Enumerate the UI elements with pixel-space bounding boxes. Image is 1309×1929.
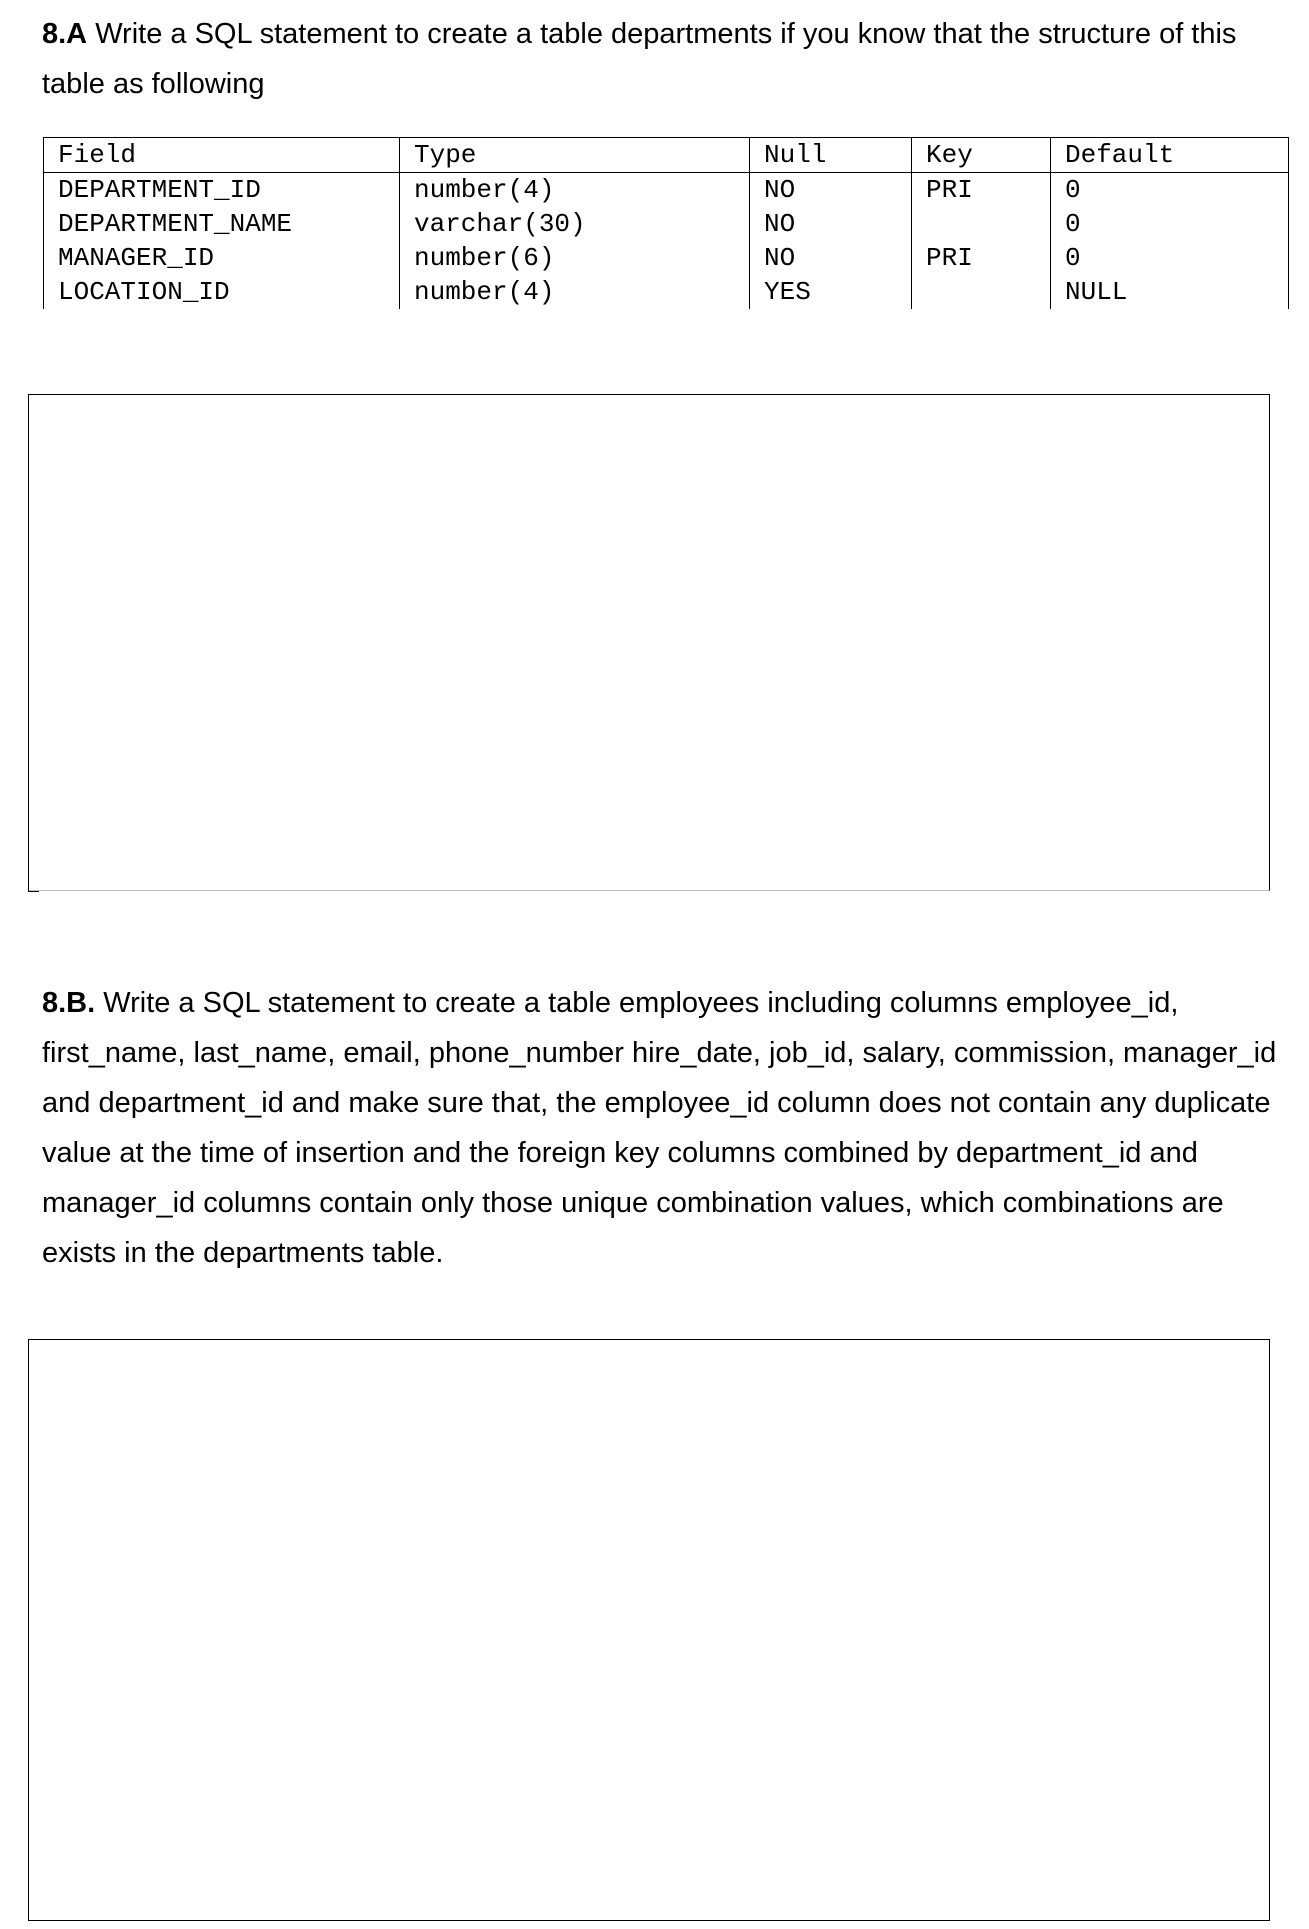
question-8a — [42, 9, 1272, 109]
cell-field: DEPARTMENT_ID — [44, 173, 400, 208]
cell-null: NO — [750, 173, 912, 208]
cell-null: NO — [750, 241, 912, 275]
question-8a-text: Write a SQL statement to create a table departments if you know that the structure of this table as following — [42, 18, 1237, 100]
cell-key: PRI — [912, 241, 1051, 275]
table-header-row — [44, 138, 1289, 173]
cell-key — [912, 275, 1051, 309]
answer-box-8b[interactable] — [28, 1339, 1270, 1921]
column-header-key: Key — [912, 138, 1051, 173]
table-row — [44, 275, 1289, 309]
cell-default: 0 — [1051, 207, 1289, 241]
table-row — [44, 173, 1289, 208]
table-row — [44, 207, 1289, 241]
cell-null: NO — [750, 207, 912, 241]
column-header-type: Type — [400, 138, 750, 173]
cell-type: number(4) — [400, 275, 750, 309]
cell-type: varchar(30) — [400, 207, 750, 241]
question-8b-text: Write a SQL statement to create a table employees including columns employee_id, first_name, last_name, email, phone_number hire_date, job_id, salary, commission, manager_id and department_id and make sure that, the employee_id column does not contain any duplicate value at the time of insertion and the foreign key columns combined by department_id and manager_id columns contain only those unique combination values, which combinations are exists in the departments table. — [42, 987, 1277, 1269]
column-header-null: Null — [750, 138, 912, 173]
cell-default: 0 — [1051, 173, 1289, 208]
departments-structure-table — [43, 137, 1289, 309]
cell-default: 0 — [1051, 241, 1289, 275]
question-8b — [42, 978, 1300, 1278]
question-8a-number: 8.A — [42, 18, 88, 50]
table-row — [44, 241, 1289, 275]
cell-field: MANAGER_ID — [44, 241, 400, 275]
cell-type: number(4) — [400, 173, 750, 208]
cell-field: DEPARTMENT_NAME — [44, 207, 400, 241]
cell-default: NULL — [1051, 275, 1289, 309]
cell-field: LOCATION_ID — [44, 275, 400, 309]
cell-null: YES — [750, 275, 912, 309]
question-8b-number: 8.B. — [42, 987, 96, 1019]
column-header-field: Field — [44, 138, 400, 173]
cell-type: number(6) — [400, 241, 750, 275]
cell-key: PRI — [912, 173, 1051, 208]
cell-key — [912, 207, 1051, 241]
column-header-default: Default — [1051, 138, 1289, 173]
answer-box-8a-corner-mark — [28, 880, 39, 892]
answer-box-8a[interactable] — [28, 394, 1270, 891]
